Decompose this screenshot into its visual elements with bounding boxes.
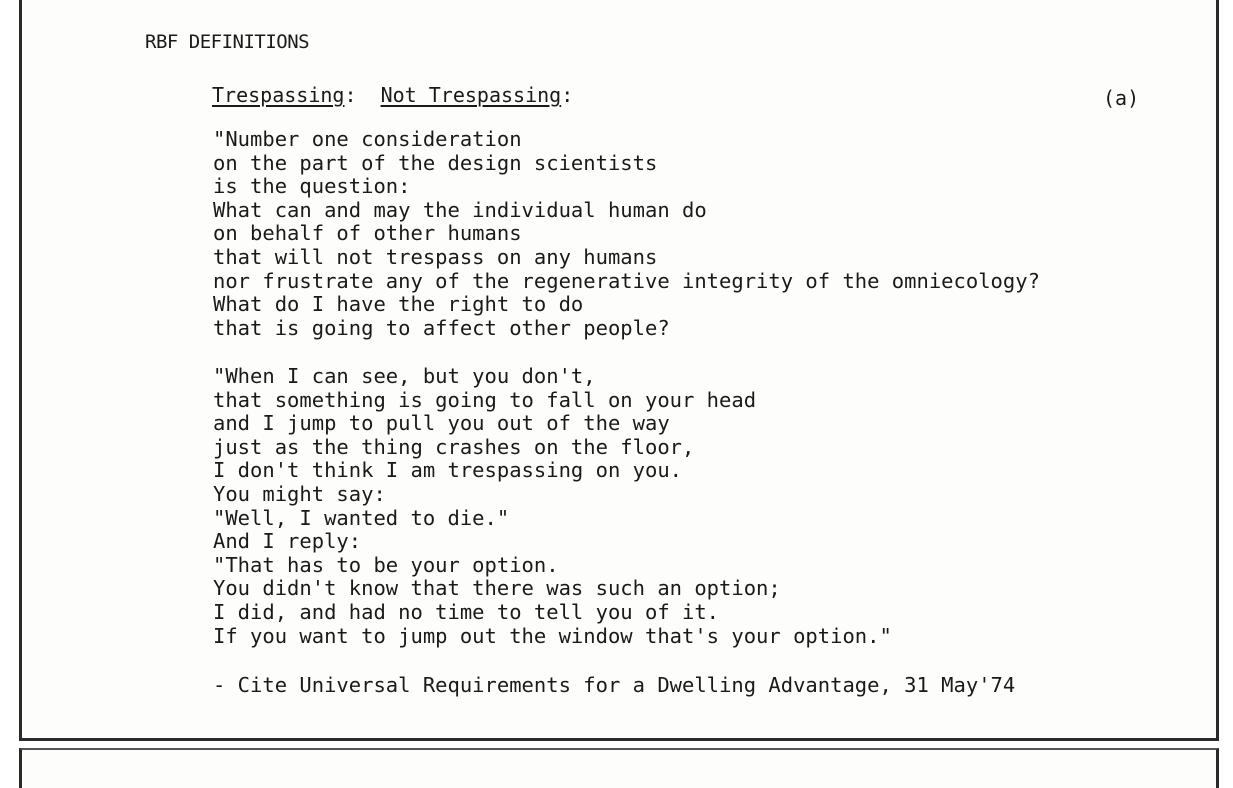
quote-line: on behalf of other humans bbox=[213, 221, 522, 246]
quote-line: And I reply: bbox=[213, 529, 362, 554]
citation: - Cite Universal Requirements for a Dwelling Advantage, 31 May'74 bbox=[213, 673, 1016, 697]
quote-line: that will not trespass on any humans bbox=[213, 244, 658, 269]
section-marker: (a) bbox=[1103, 86, 1140, 110]
quote-line: nor frustrate any of the regenerative integrity of the omniecology? bbox=[213, 268, 1040, 293]
quote-line: I did, and had no time to tell you of it. bbox=[213, 599, 720, 624]
quote-paragraph-2 bbox=[213, 365, 892, 648]
term-trespassing: Trespassing bbox=[212, 83, 345, 107]
quote-line: What can and may the individual human do bbox=[213, 197, 707, 222]
quote-line: If you want to jump out the window that's your option." bbox=[213, 623, 892, 648]
next-card-edge bbox=[19, 748, 1219, 788]
quote-line: is the question: bbox=[213, 174, 411, 199]
quote-line: that is going to affect other people? bbox=[213, 315, 670, 340]
heading-separator-2: : bbox=[561, 83, 574, 107]
quote-line: What do I have the right to do bbox=[213, 292, 584, 317]
heading-separator-1: : bbox=[344, 83, 381, 107]
quote-line: You didn't know that there was such an option; bbox=[213, 576, 781, 601]
quote-line: "Well, I wanted to die." bbox=[213, 505, 510, 530]
quote-line: "That has to be your option. bbox=[213, 552, 559, 577]
quote-line: "Number one consideration bbox=[213, 127, 522, 151]
quote-line: just as the thing crashes on the floor, bbox=[213, 434, 695, 459]
quote-line: "When I can see, but you don't, bbox=[213, 364, 596, 388]
page-title: RBF DEFINITIONS bbox=[145, 31, 310, 53]
quote-paragraph-1 bbox=[213, 128, 1040, 340]
quote-line: I don't think I am trespassing on you. bbox=[213, 458, 682, 483]
section-heading bbox=[212, 83, 573, 107]
quote-line: on the part of the design scientists bbox=[213, 150, 658, 175]
quote-line: and I jump to pull you out of the way bbox=[213, 411, 670, 436]
term-not-trespassing: Not Trespassing bbox=[380, 83, 562, 107]
quote-line: You might say: bbox=[213, 481, 386, 506]
quote-line: that something is going to fall on your head bbox=[213, 387, 757, 412]
